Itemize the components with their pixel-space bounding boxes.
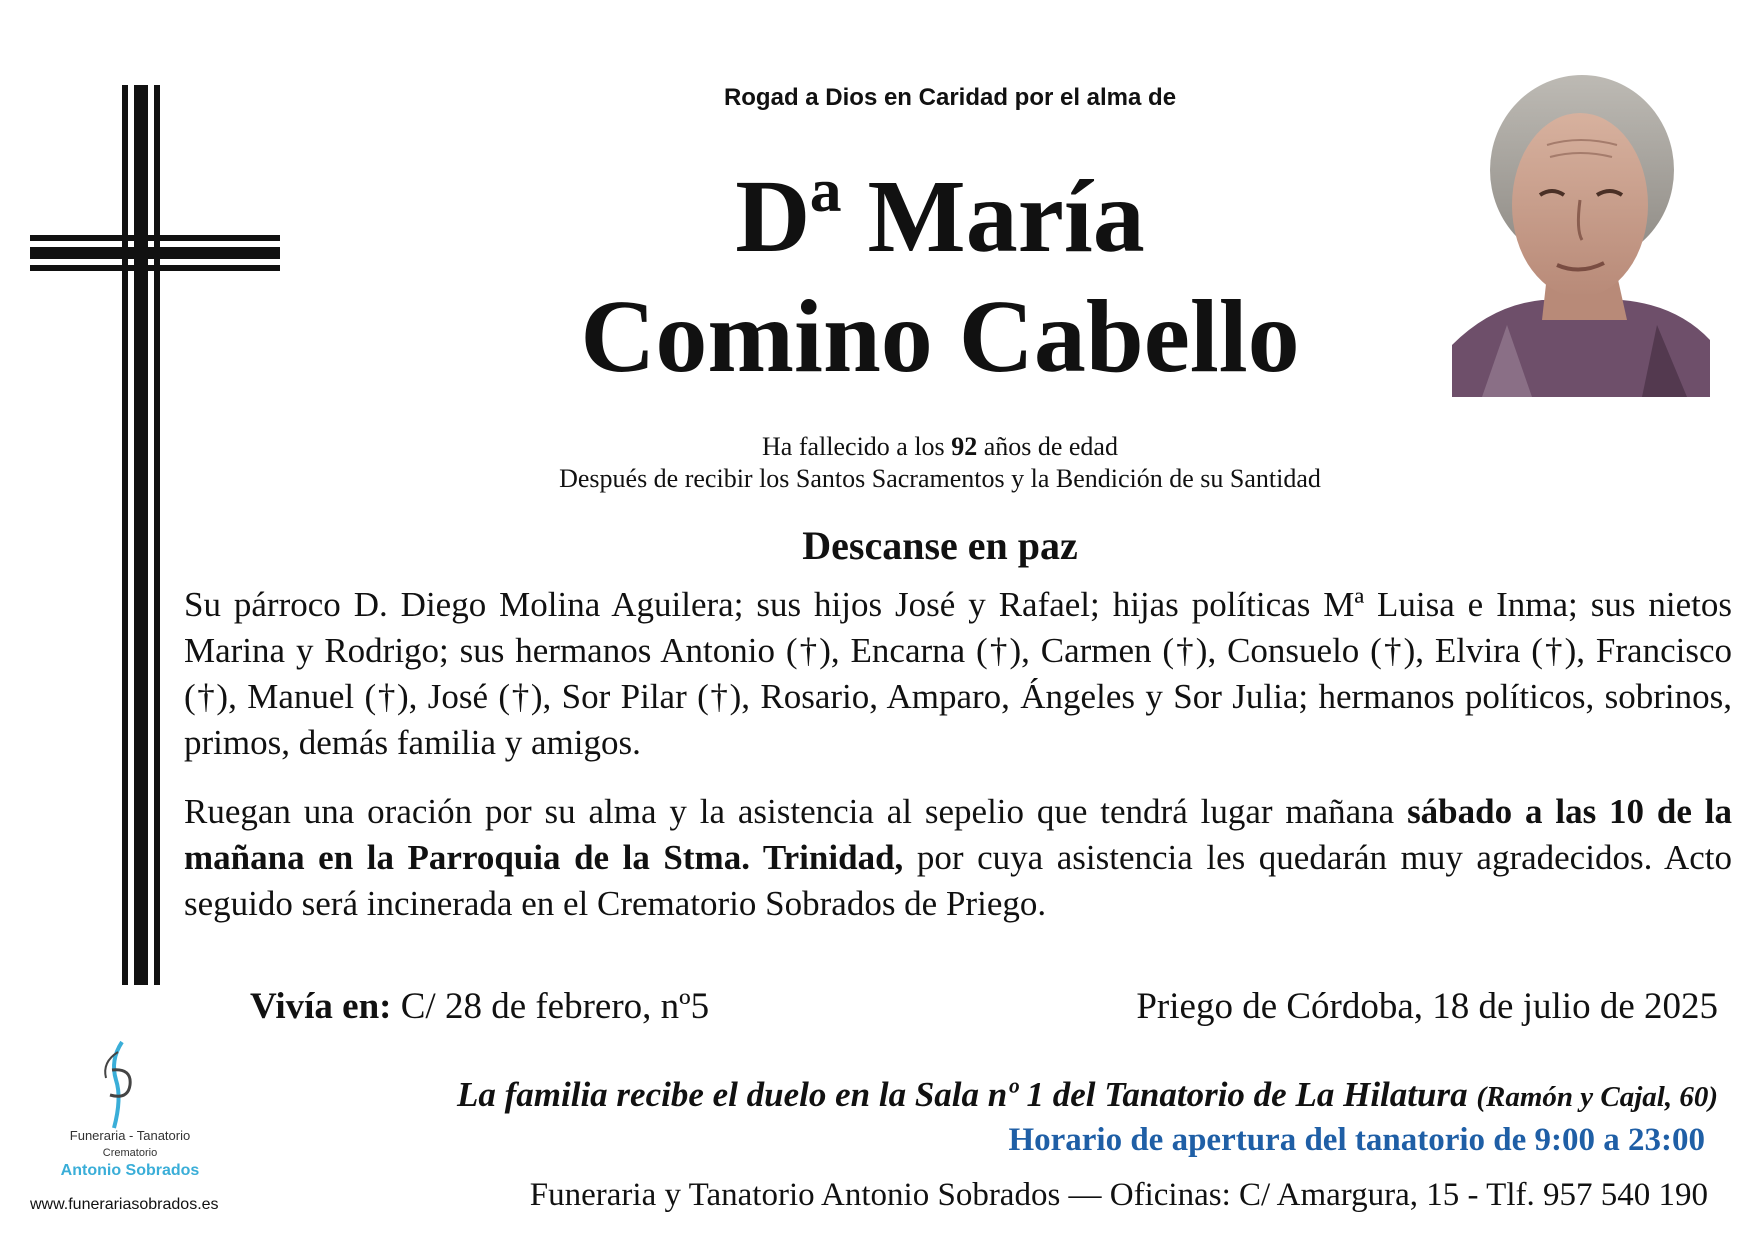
age-line (420, 432, 1460, 462)
deceased-name-line1: Dª María (735, 159, 1145, 274)
condolences-address: (Ramón y Cajal, 60) (1476, 1081, 1718, 1113)
footer-contact: Funeraria y Tanatorio Antonio Sobrados — Oficinas: C/ Amargura, 15 - Tlf. 957 540 190 (529, 1177, 1708, 1213)
portrait-photo (1452, 75, 1710, 397)
logo-line2: Crematorio (102, 1147, 158, 1159)
sacraments-line: Después de recibir los Santos Sacramentos y la Bendición de su Santidad (559, 464, 1321, 493)
residence-line (250, 985, 709, 1028)
deceased-name-line2: Comino Cabello (580, 279, 1300, 394)
prayer-heading: Rogad a Dios en Caridad por el alma de (723, 84, 1177, 111)
funeral-paragraph (184, 789, 1732, 927)
condolences-line (250, 1075, 1718, 1115)
opening-hours: Horario de apertura del tanatorio de 9:00 a 23:00 (1008, 1122, 1705, 1158)
logo-line1: Funeraria - Tanatorio (69, 1128, 191, 1143)
funeral-text-part2: por cuya asistencia les quedarán muy agradecidos. Acto seguido será incinerada en el Crematorio Sobrados de Priego. (184, 838, 1732, 923)
funeral-text-bold: sábado a las 10 de la mañana en la Parroquia de la Stma. Trinidad, (184, 792, 1732, 877)
age-suffix: años de edad (977, 432, 1118, 461)
residence-label: Vivía en: (250, 986, 392, 1027)
website-url[interactable]: www.funerariasobrados.es (30, 1196, 219, 1213)
logo-line3: Antonio Sobrados (60, 1162, 200, 1179)
family-paragraph: Su párroco D. Diego Molina Aguilera; sus hijos José y Rafael; hijas políticas Mª Luisa e Inma; sus nietos Marina y Rodrigo; sus hermanos Antonio (†), Encarna (†), Carmen (†), Consuelo (†), Elvira (†), Francisco (†), Manuel (†), José (†), Sor Pilar (†), Rosario, Amparo, Ángeles y Sor Julia; hermanos políticos, sobrinos, primos, demás familia y amigos. (184, 585, 1732, 762)
age-prefix: Ha fallecido a los (762, 432, 952, 461)
age-value: 92 (951, 432, 978, 461)
funeral-text-part1: Ruegan una oración por su alma y la asistencia al sepelio que tendrá lugar mañana (184, 792, 1408, 831)
place-date: Priego de Córdoba, 18 de julio de 2025 (1136, 986, 1718, 1027)
rest-in-peace-heading: Descanse en paz (802, 523, 1078, 568)
residence-address: C/ 28 de febrero, nº5 (391, 986, 710, 1027)
condolences-text: La familia recibe el duelo en la Sala nº 1 del Tanatorio de La Hilatura (456, 1075, 1477, 1114)
funeral-home-logo-icon (92, 1040, 148, 1130)
